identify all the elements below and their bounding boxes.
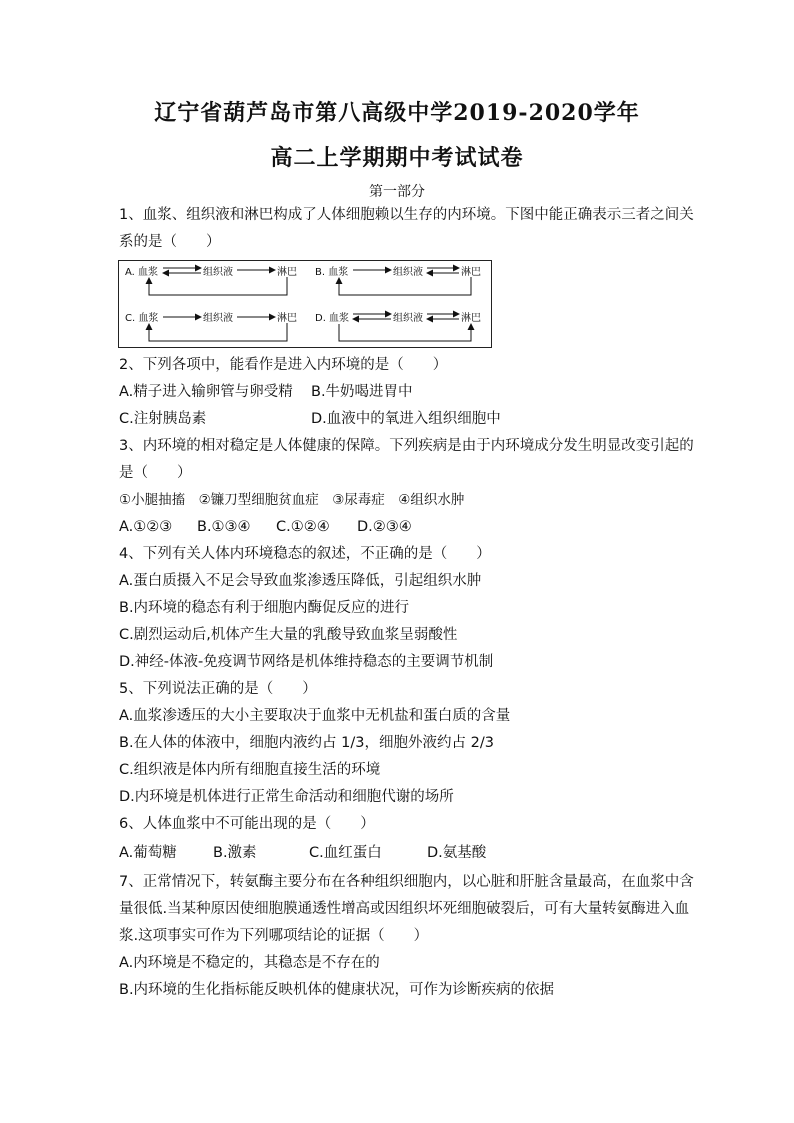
q6-option-b: B.激素 xyxy=(213,845,257,861)
q6-option-d: D.氨基酸 xyxy=(427,845,487,861)
q4-option-d: D.神经-体液-免疫调节网络是机体维持稳态的主要调节机制 xyxy=(119,654,494,670)
q5-option-b: B.在人体的体液中，细胞内液约占 1/3，细胞外液约占 2/3 xyxy=(119,735,494,751)
q1-diagram-panel-d xyxy=(315,311,481,341)
q4-option-b: B.内环境的稳态有利于细胞内酶促反应的进行 xyxy=(119,600,410,616)
q3-items: ①小腿抽搐 ②镰刀型细胞贫血症 ③尿毒症 ④组织水肿 xyxy=(119,492,465,508)
section-heading: 第一部分 xyxy=(369,184,425,200)
q3-option-a: A.①②③ xyxy=(119,519,173,535)
q6-stem: 6、人体血浆中不可能出现的是（ ） xyxy=(119,816,375,832)
q1-diagram xyxy=(118,260,492,348)
q1-diagram-panel-c xyxy=(125,311,297,341)
q1-d-plasma: D. 血浆 xyxy=(315,313,350,324)
q1-b-plasma: B. 血浆 xyxy=(315,267,349,278)
title-line-1: 辽宁省葫芦岛市第八高级中学2019-2020学年 xyxy=(154,100,640,126)
q2-option-c: C.注射胰岛素 xyxy=(119,411,207,427)
q5-stem: 5、下列说法正确的是（ ） xyxy=(119,681,317,697)
q5-option-a: A.血浆渗透压的大小主要取决于血浆中无机盐和蛋白质的含量 xyxy=(119,708,511,724)
q1-a-plasma: A. 血浆 xyxy=(125,267,159,278)
q7-stem-line2: 量很低.当某种原因使细胞膜通透性增高或因组织坏死细胞破裂后，可有大量转氨酶进入血 xyxy=(119,901,690,917)
q2-option-b: B.牛奶喝进胃中 xyxy=(311,384,413,400)
q1-a-tissue-fluid: 组织液 xyxy=(203,267,233,278)
q1-c-lymph: 淋巴 xyxy=(277,313,297,324)
q1-stem-line2: 系的是（ ） xyxy=(119,234,221,250)
q3-stem-line1: 3、内环境的相对稳定是人体健康的保障。下列疾病是由于内环境成分发生明显改变引起的 xyxy=(119,438,694,454)
q2-option-d: D.血液中的氧进入组织细胞中 xyxy=(311,411,501,427)
q1-diagram-panel-b xyxy=(315,265,481,295)
q6-option-c: C.血红蛋白 xyxy=(309,845,382,861)
q4-option-a: A.蛋白质摄入不足会导致血浆渗透压降低，引起组织水肿 xyxy=(119,573,482,589)
q3-option-b: B.①③④ xyxy=(197,519,251,535)
q7-stem-line1: 7、正常情况下，转氨酶主要分布在各种组织细胞内，以心脏和肝脏含量最高，在血浆中含 xyxy=(119,874,694,890)
q2-stem: 2、下列各项中，能看作是进入内环境的是（ ） xyxy=(119,357,448,373)
q1-diagram-panel-a xyxy=(125,265,297,295)
q3-stem-line2: 是（ ） xyxy=(119,465,192,481)
q3-option-c: C.①②④ xyxy=(276,519,330,535)
q7-option-a: A.内环境是不稳定的，其稳态是不存在的 xyxy=(119,955,380,971)
q7-stem-line3: 浆.这项事实可作为下列哪项结论的证据（ ） xyxy=(119,928,429,944)
q1-diagram-svg xyxy=(119,261,491,347)
q1-c-plasma: C. 血浆 xyxy=(125,313,159,324)
q4-option-c: C.剧烈运动后,机体产生大量的乳酸导致血浆呈弱酸性 xyxy=(119,627,458,643)
q5-option-d: D.内环境是机体进行正常生命活动和细胞代谢的场所 xyxy=(119,789,454,805)
q2-option-a: A.精子进入输卵管与卵受精 xyxy=(119,384,293,400)
q1-d-tissue-fluid: 组织液 xyxy=(393,313,423,324)
q1-b-lymph: 淋巴 xyxy=(461,267,481,278)
q3-option-d: D.②③④ xyxy=(357,519,412,535)
q5-option-c: C.组织液是体内所有细胞直接生活的环境 xyxy=(119,762,381,778)
q1-c-tissue-fluid: 组织液 xyxy=(203,313,233,324)
q1-b-tissue-fluid: 组织液 xyxy=(393,267,423,278)
q1-a-lymph: 淋巴 xyxy=(277,267,297,278)
title-line-2: 高二上学期期中考试试卷 xyxy=(270,145,524,171)
q6-option-a: A.葡萄糖 xyxy=(119,845,177,861)
q4-stem: 4、下列有关人体内环境稳态的叙述，不正确的是（ ） xyxy=(119,546,491,562)
q7-option-b: B.内环境的生化指标能反映机体的健康状况，可作为诊断疾病的依据 xyxy=(119,982,555,998)
q1-d-lymph: 淋巴 xyxy=(461,313,481,324)
q1-stem-line1: 1、血浆、组织液和淋巴构成了人体细胞赖以生存的内环境。下图中能正确表示三者之间关 xyxy=(119,207,694,223)
